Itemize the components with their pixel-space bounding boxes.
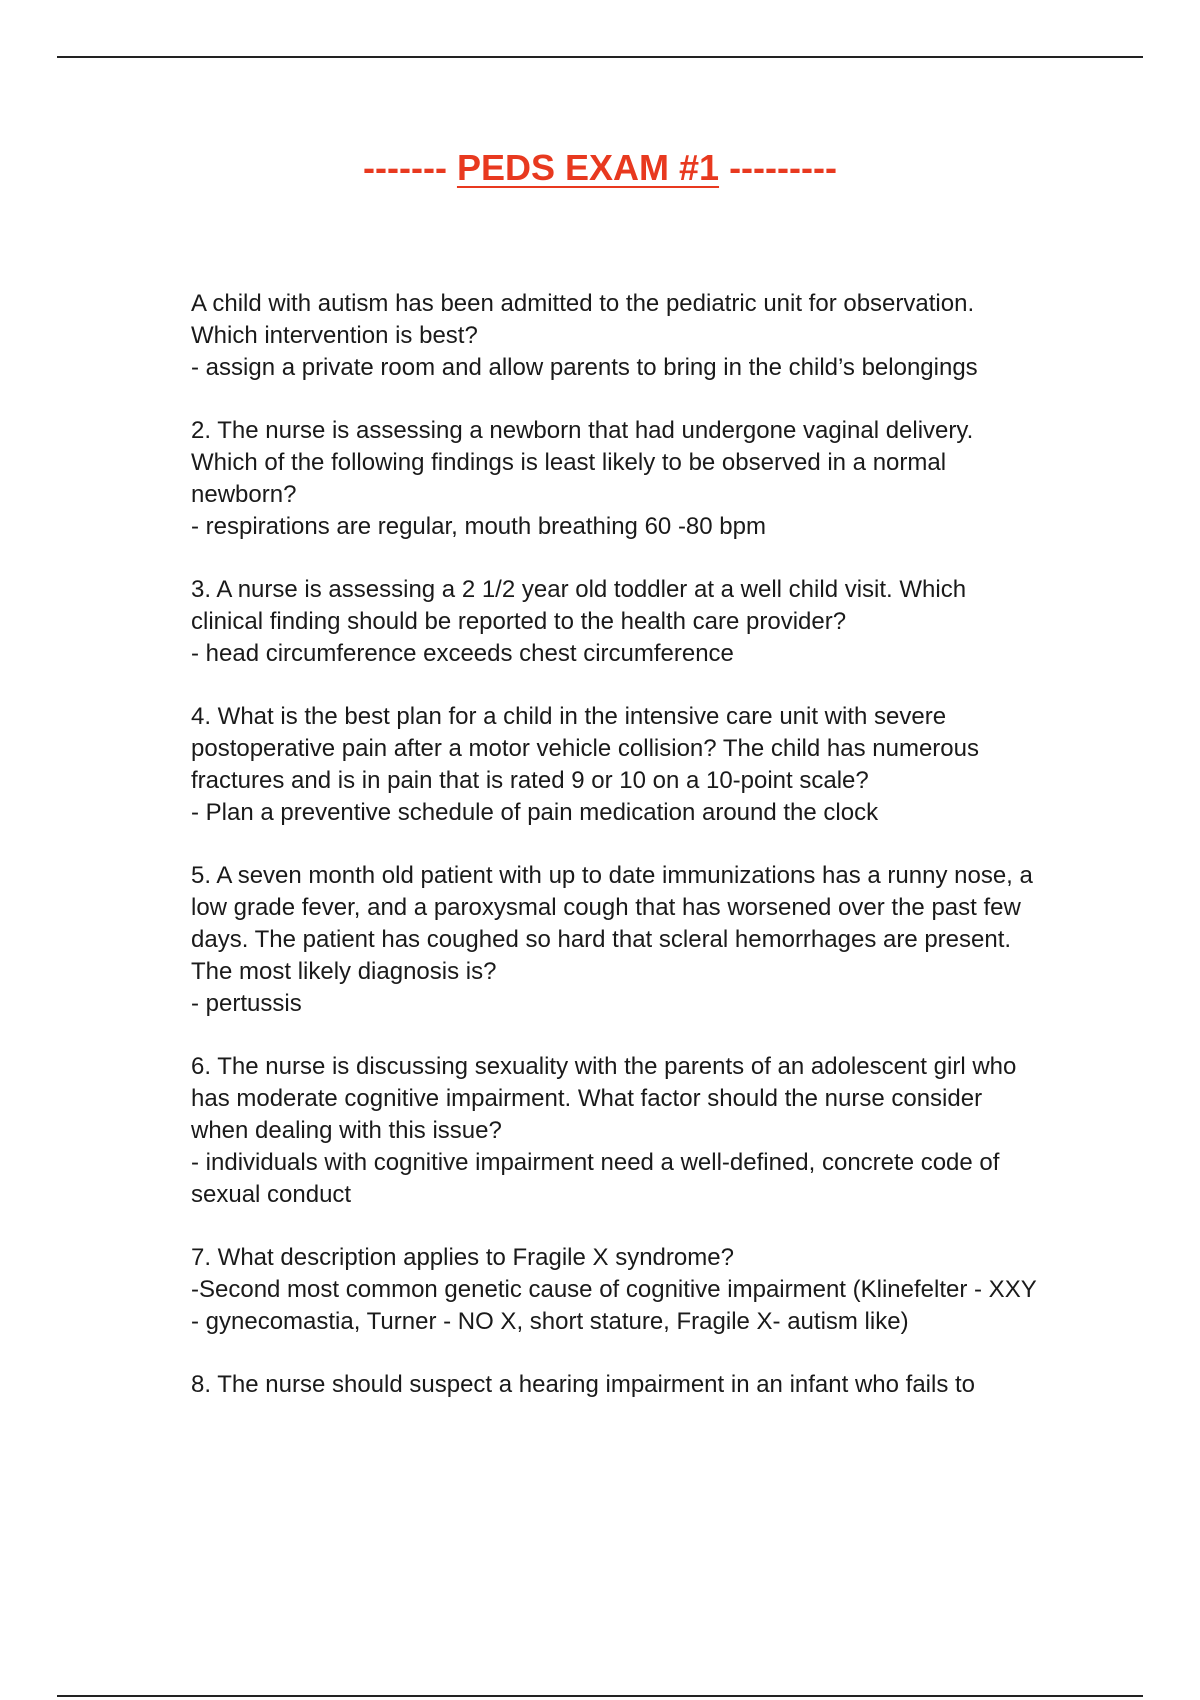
page-title xyxy=(0,146,1200,190)
question-text: 2. The nurse is assessing a newborn that had undergone vaginal delivery. Which of the following findings is least likely to be observed in a normal newborn? xyxy=(191,417,974,508)
question-item xyxy=(191,701,1041,829)
question-item xyxy=(191,574,1041,670)
answer-text: - head circumference exceeds chest circumference xyxy=(191,640,734,667)
question-text: 3. A nurse is assessing a 2 1/2 year old toddler at a well child visit. Which clinical finding should be reported to the health care provider? xyxy=(191,576,967,635)
question-text: 7. What description applies to Fragile X syndrome? xyxy=(191,1244,734,1271)
question-item xyxy=(191,1242,1041,1338)
title-suffix: --------- xyxy=(729,147,837,188)
title-prefix: ------- xyxy=(363,147,447,188)
bottom-rule xyxy=(57,1695,1143,1697)
top-rule xyxy=(57,56,1143,58)
question-list xyxy=(191,288,1041,1432)
question-item xyxy=(191,860,1041,1020)
answer-text: - Plan a preventive schedule of pain medication around the clock xyxy=(191,799,879,826)
title-main: PEDS EXAM #1 xyxy=(456,147,720,188)
question-text: 8. The nurse should suspect a hearing impairment in an infant who fails to xyxy=(191,1371,976,1398)
question-text: 5. A seven month old patient with up to date immunizations has a runny nose, a low grade fever, and a paroxysmal cough that has worsened over the past few days. The patient has coughed so hard that scleral hemorrhages are present. The most likely diagnosis is? xyxy=(191,862,1033,985)
question-text: A child with autism has been admitted to the pediatric unit for observation. Which intervention is best? xyxy=(191,290,975,349)
answer-text: - assign a private room and allow parents to bring in the child’s belongings xyxy=(191,354,978,381)
question-text: 6. The nurse is discussing sexuality with the parents of an adolescent girl who has moderate cognitive impairment. What factor should the nurse consider when dealing with this issue? xyxy=(191,1053,1017,1144)
answer-text: - individuals with cognitive impairment need a well-defined, concrete code of sexual conduct xyxy=(191,1149,1000,1208)
question-text: 4. What is the best plan for a child in the intensive care unit with severe postoperative pain after a motor vehicle collision? The child has numerous fractures and is in pain that is rated 9 or 10 on a 10-point scale? xyxy=(191,703,979,794)
question-item xyxy=(191,288,1041,384)
question-item xyxy=(191,415,1041,543)
answer-text: - pertussis xyxy=(191,990,302,1017)
question-item xyxy=(191,1369,1041,1401)
answer-text: -Second most common genetic cause of cognitive impairment (Klinefelter - XXY - gynecomastia, Turner - NO X, short stature, Fragile X- autism like) xyxy=(191,1276,1037,1335)
question-item xyxy=(191,1051,1041,1211)
answer-text: - respirations are regular, mouth breathing 60 -80 bpm xyxy=(191,513,766,540)
